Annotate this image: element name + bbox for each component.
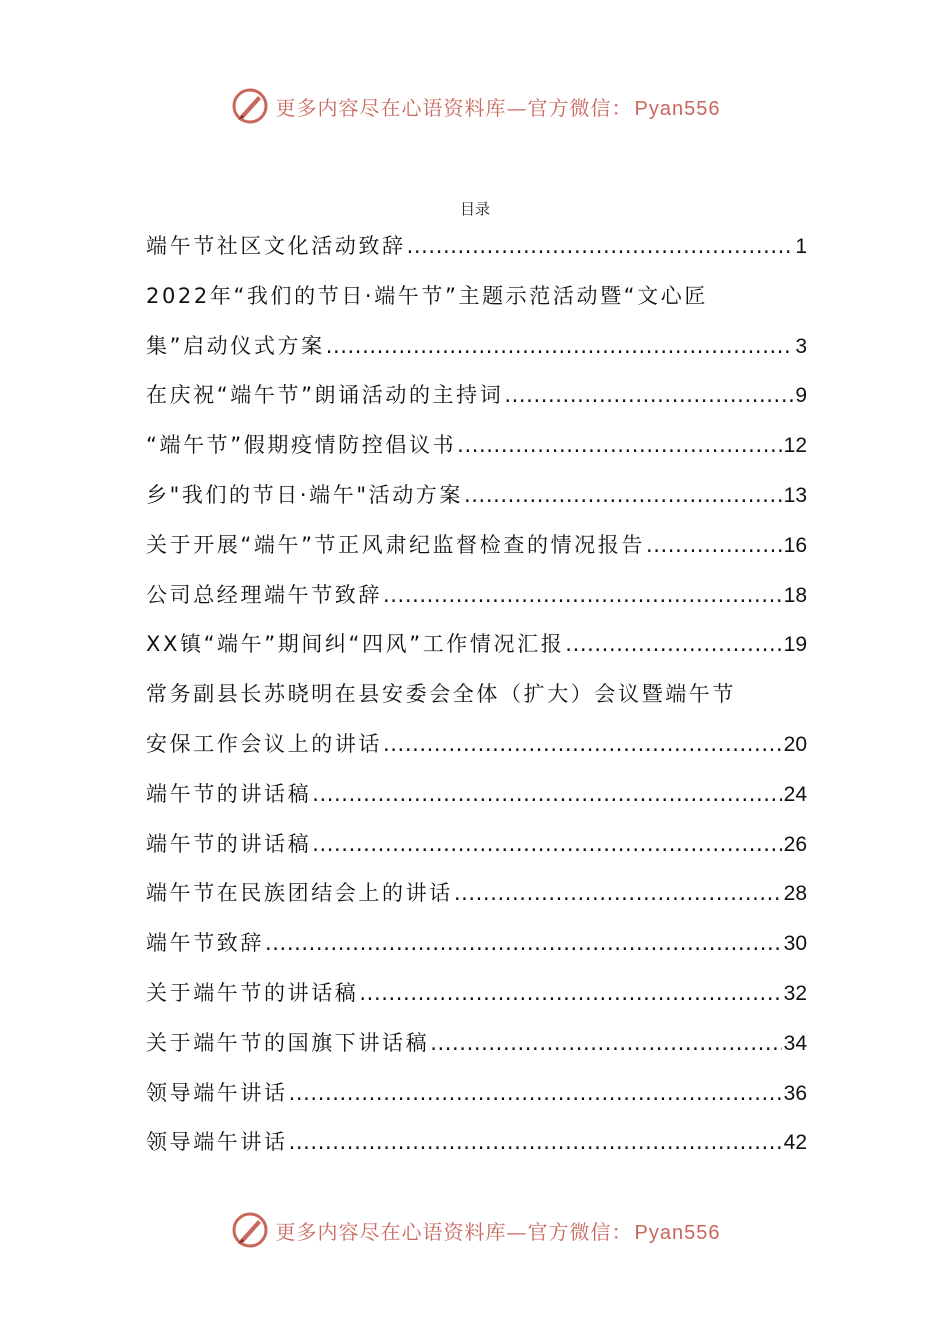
page-number: 30 xyxy=(783,932,807,956)
toc-entry[interactable]: 端午节致辞 ..... 30 xyxy=(146,919,807,969)
toc-entry[interactable]: 端午节在民族团结会上的讲话 ..... 28 xyxy=(146,869,807,919)
page-number: 3 xyxy=(795,334,807,358)
toc-entry[interactable]: 端午节的讲话稿 ..... 24 xyxy=(146,770,807,820)
page-number: 36 xyxy=(783,1081,807,1105)
toc-entry[interactable]: 端午节的讲话稿 ..... 26 xyxy=(146,820,807,870)
toc-entry[interactable]: 2022年“我们的节日·端午节”主题示范活动暨“文心匠 集”启动仪式方案 ..... 3 xyxy=(146,272,807,372)
pen-circle-logo-icon xyxy=(230,1210,270,1250)
toc-entry[interactable]: 端午节社区文化活动致辞 ..... 1 xyxy=(146,222,807,272)
toc-entry[interactable]: 关于端午节的讲话稿 ..... 32 xyxy=(146,969,807,1019)
toc-title: 目录 xyxy=(459,200,490,218)
page-number: 18 xyxy=(783,583,807,607)
page-number: 26 xyxy=(783,832,807,856)
watermark-banner-top xyxy=(0,84,950,128)
toc-entry[interactable]: 乡"我们的节日·端午"活动方案 ..... 13 xyxy=(146,471,807,521)
page-number: 9 xyxy=(795,384,807,408)
table-of-contents xyxy=(146,222,807,1168)
page-number: 32 xyxy=(783,981,807,1005)
toc-entry[interactable]: 领导端午讲话 ..... 42 xyxy=(146,1118,807,1168)
page-number: 16 xyxy=(783,533,807,557)
toc-entry[interactable]: 公司总经理端午节致辞 ..... 18 xyxy=(146,571,807,621)
toc-entry[interactable]: 关于开展“端午”节正风肃纪监督检查的情况报告 ..... 16 xyxy=(146,521,807,571)
toc-entry[interactable]: “端午节”假期疫情防控倡议书 ..... 12 xyxy=(146,421,807,471)
toc-entry[interactable]: 常务副县长苏晓明在县安委会全体（扩大）会议暨端午节 安保工作会议上的讲话 ..... 20 xyxy=(146,670,807,770)
watermark-banner-bottom xyxy=(0,1208,950,1252)
page-number: 24 xyxy=(783,782,807,806)
page-number: 12 xyxy=(783,434,807,458)
page-number: 13 xyxy=(783,483,807,507)
page-number: 28 xyxy=(783,882,807,906)
page-number: 19 xyxy=(783,633,807,657)
toc-entry[interactable]: 在庆祝“端午节”朗诵活动的主持词 ..... 9 xyxy=(146,371,807,421)
page-number: 42 xyxy=(783,1131,807,1155)
watermark-text: 更多内容尽在心语资料库—官方微信： Pyan556 xyxy=(275,1219,721,1244)
page-number: 34 xyxy=(783,1031,807,1055)
toc-entry[interactable]: 关于端午节的国旗下讲话稿 ..... 34 xyxy=(146,1019,807,1069)
toc-entry[interactable]: XX镇“端午”期间纠“四风”工作情况汇报 ..... 19 xyxy=(146,620,807,670)
toc-entry[interactable]: 领导端午讲话 ..... 36 xyxy=(146,1069,807,1119)
page-number: 1 xyxy=(795,235,807,258)
page-number: 20 xyxy=(783,732,807,756)
pen-circle-logo-icon xyxy=(230,86,270,126)
watermark-text: 更多内容尽在心语资料库—官方微信： Pyan556 xyxy=(275,95,721,120)
